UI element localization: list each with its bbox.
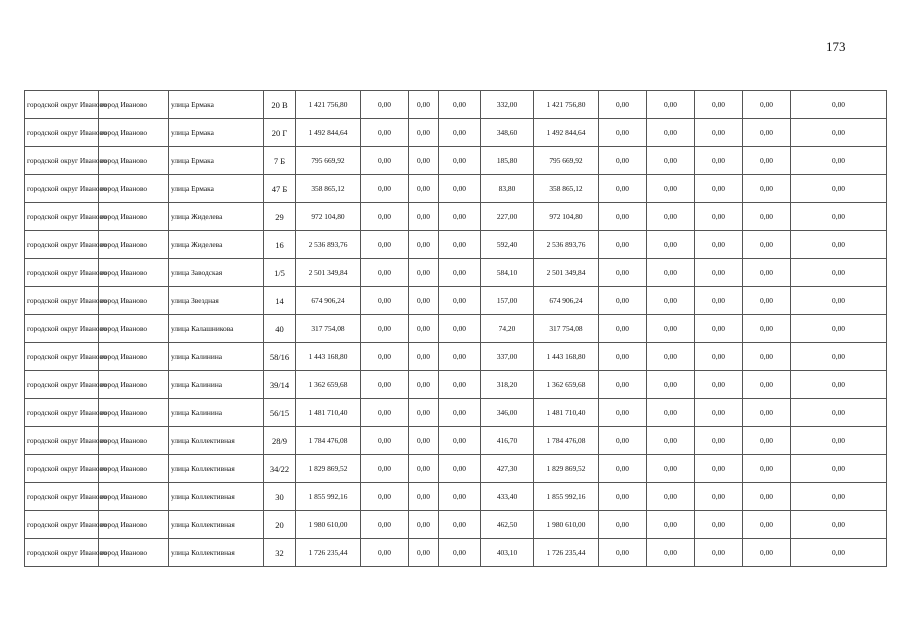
value-cell: 0,00 bbox=[791, 539, 887, 567]
table-row bbox=[25, 175, 887, 203]
area-cell: 462,50 bbox=[481, 511, 534, 539]
value-cell: 0,00 bbox=[743, 287, 791, 315]
table-row bbox=[25, 147, 887, 175]
total-cost-cell: 674 906,24 bbox=[296, 287, 361, 315]
house-number-cell: 1/5 bbox=[264, 259, 296, 287]
house-number-cell: 14 bbox=[264, 287, 296, 315]
area-cell: 584,10 bbox=[481, 259, 534, 287]
table-row bbox=[25, 343, 887, 371]
total-cost-cell: 358 865,12 bbox=[296, 175, 361, 203]
value-cell: 0,00 bbox=[695, 147, 743, 175]
settlement-cell: город Иваново bbox=[99, 91, 169, 119]
street-cell: улица Коллективная bbox=[169, 539, 264, 567]
area-cell: 416,70 bbox=[481, 427, 534, 455]
cost-cell: 795 669,92 bbox=[534, 147, 599, 175]
value-cell: 0,00 bbox=[409, 147, 439, 175]
value-cell: 0,00 bbox=[439, 175, 481, 203]
value-cell: 0,00 bbox=[743, 399, 791, 427]
value-cell: 0,00 bbox=[409, 91, 439, 119]
cost-cell: 1 421 756,80 bbox=[534, 91, 599, 119]
street-cell: улица Звездная bbox=[169, 287, 264, 315]
value-cell: 0,00 bbox=[439, 203, 481, 231]
house-number-cell: 16 bbox=[264, 231, 296, 259]
total-cost-cell: 2 501 349,84 bbox=[296, 259, 361, 287]
value-cell: 0,00 bbox=[409, 175, 439, 203]
value-cell: 0,00 bbox=[439, 259, 481, 287]
value-cell: 0,00 bbox=[439, 147, 481, 175]
area-cell: 433,40 bbox=[481, 483, 534, 511]
value-cell: 0,00 bbox=[791, 483, 887, 511]
value-cell: 0,00 bbox=[743, 91, 791, 119]
value-cell: 0,00 bbox=[791, 147, 887, 175]
municipality-cell: городской округ Иваново bbox=[25, 175, 99, 203]
table-row bbox=[25, 371, 887, 399]
value-cell: 0,00 bbox=[361, 427, 409, 455]
value-cell: 0,00 bbox=[743, 175, 791, 203]
value-cell: 0,00 bbox=[695, 483, 743, 511]
table-row bbox=[25, 259, 887, 287]
area-cell: 227,00 bbox=[481, 203, 534, 231]
settlement-cell: город Иваново bbox=[99, 539, 169, 567]
cost-cell: 2 536 893,76 bbox=[534, 231, 599, 259]
value-cell: 0,00 bbox=[361, 399, 409, 427]
value-cell: 0,00 bbox=[439, 511, 481, 539]
value-cell: 0,00 bbox=[647, 231, 695, 259]
value-cell: 0,00 bbox=[791, 455, 887, 483]
value-cell: 0,00 bbox=[791, 91, 887, 119]
value-cell: 0,00 bbox=[409, 343, 439, 371]
total-cost-cell: 1 492 844,64 bbox=[296, 119, 361, 147]
value-cell: 0,00 bbox=[599, 483, 647, 511]
area-cell: 332,00 bbox=[481, 91, 534, 119]
municipality-cell: городской округ Иваново bbox=[25, 427, 99, 455]
house-number-cell: 30 bbox=[264, 483, 296, 511]
value-cell: 0,00 bbox=[647, 427, 695, 455]
area-cell: 346,00 bbox=[481, 399, 534, 427]
value-cell: 0,00 bbox=[439, 315, 481, 343]
housing-register-table bbox=[24, 90, 887, 567]
settlement-cell: город Иваново bbox=[99, 175, 169, 203]
value-cell: 0,00 bbox=[695, 455, 743, 483]
table-row bbox=[25, 231, 887, 259]
municipality-cell: городской округ Иваново bbox=[25, 455, 99, 483]
settlement-cell: город Иваново bbox=[99, 147, 169, 175]
municipality-cell: городской округ Иваново bbox=[25, 511, 99, 539]
municipality-cell: городской округ Иваново bbox=[25, 315, 99, 343]
cost-cell: 972 104,80 bbox=[534, 203, 599, 231]
value-cell: 0,00 bbox=[361, 343, 409, 371]
total-cost-cell: 2 536 893,76 bbox=[296, 231, 361, 259]
settlement-cell: город Иваново bbox=[99, 315, 169, 343]
value-cell: 0,00 bbox=[439, 399, 481, 427]
table-row bbox=[25, 203, 887, 231]
value-cell: 0,00 bbox=[743, 315, 791, 343]
value-cell: 0,00 bbox=[695, 259, 743, 287]
cost-cell: 317 754,08 bbox=[534, 315, 599, 343]
total-cost-cell: 1 421 756,80 bbox=[296, 91, 361, 119]
street-cell: улица Жиделева bbox=[169, 231, 264, 259]
street-cell: улица Калинина bbox=[169, 371, 264, 399]
value-cell: 0,00 bbox=[695, 91, 743, 119]
value-cell: 0,00 bbox=[695, 427, 743, 455]
value-cell: 0,00 bbox=[599, 427, 647, 455]
settlement-cell: город Иваново bbox=[99, 203, 169, 231]
value-cell: 0,00 bbox=[647, 175, 695, 203]
value-cell: 0,00 bbox=[439, 483, 481, 511]
municipality-cell: городской округ Иваново bbox=[25, 203, 99, 231]
value-cell: 0,00 bbox=[743, 455, 791, 483]
house-number-cell: 20 bbox=[264, 511, 296, 539]
house-number-cell: 34/22 bbox=[264, 455, 296, 483]
value-cell: 0,00 bbox=[599, 91, 647, 119]
value-cell: 0,00 bbox=[743, 539, 791, 567]
value-cell: 0,00 bbox=[791, 259, 887, 287]
settlement-cell: город Иваново bbox=[99, 287, 169, 315]
value-cell: 0,00 bbox=[599, 203, 647, 231]
street-cell: улица Жиделева bbox=[169, 203, 264, 231]
value-cell: 0,00 bbox=[599, 287, 647, 315]
value-cell: 0,00 bbox=[791, 511, 887, 539]
value-cell: 0,00 bbox=[791, 343, 887, 371]
value-cell: 0,00 bbox=[647, 287, 695, 315]
house-number-cell: 20 В bbox=[264, 91, 296, 119]
value-cell: 0,00 bbox=[743, 343, 791, 371]
cost-cell: 1 829 869,52 bbox=[534, 455, 599, 483]
value-cell: 0,00 bbox=[791, 231, 887, 259]
cost-cell: 1 784 476,08 bbox=[534, 427, 599, 455]
cost-cell: 1 726 235,44 bbox=[534, 539, 599, 567]
value-cell: 0,00 bbox=[791, 399, 887, 427]
value-cell: 0,00 bbox=[791, 119, 887, 147]
value-cell: 0,00 bbox=[409, 483, 439, 511]
settlement-cell: город Иваново bbox=[99, 259, 169, 287]
value-cell: 0,00 bbox=[791, 371, 887, 399]
total-cost-cell: 1 481 710,40 bbox=[296, 399, 361, 427]
area-cell: 403,10 bbox=[481, 539, 534, 567]
total-cost-cell: 1 829 869,52 bbox=[296, 455, 361, 483]
house-number-cell: 32 bbox=[264, 539, 296, 567]
table-row bbox=[25, 455, 887, 483]
cost-cell: 1 481 710,40 bbox=[534, 399, 599, 427]
value-cell: 0,00 bbox=[647, 371, 695, 399]
value-cell: 0,00 bbox=[599, 399, 647, 427]
house-number-cell: 7 Б bbox=[264, 147, 296, 175]
street-cell: улица Калинина bbox=[169, 343, 264, 371]
value-cell: 0,00 bbox=[695, 119, 743, 147]
table-body bbox=[25, 91, 887, 567]
value-cell: 0,00 bbox=[599, 315, 647, 343]
total-cost-cell: 1 855 992,16 bbox=[296, 483, 361, 511]
value-cell: 0,00 bbox=[599, 119, 647, 147]
cost-cell: 1 443 168,80 bbox=[534, 343, 599, 371]
value-cell: 0,00 bbox=[695, 315, 743, 343]
value-cell: 0,00 bbox=[409, 203, 439, 231]
street-cell: улица Ермака bbox=[169, 91, 264, 119]
table-row bbox=[25, 399, 887, 427]
value-cell: 0,00 bbox=[791, 427, 887, 455]
settlement-cell: город Иваново bbox=[99, 231, 169, 259]
value-cell: 0,00 bbox=[361, 315, 409, 343]
total-cost-cell: 1 784 476,08 bbox=[296, 427, 361, 455]
street-cell: улица Ермака bbox=[169, 147, 264, 175]
value-cell: 0,00 bbox=[695, 175, 743, 203]
house-number-cell: 20 Г bbox=[264, 119, 296, 147]
value-cell: 0,00 bbox=[647, 203, 695, 231]
area-cell: 427,30 bbox=[481, 455, 534, 483]
area-cell: 83,80 bbox=[481, 175, 534, 203]
area-cell: 592,40 bbox=[481, 231, 534, 259]
value-cell: 0,00 bbox=[361, 539, 409, 567]
value-cell: 0,00 bbox=[791, 287, 887, 315]
value-cell: 0,00 bbox=[743, 119, 791, 147]
value-cell: 0,00 bbox=[361, 287, 409, 315]
value-cell: 0,00 bbox=[599, 511, 647, 539]
value-cell: 0,00 bbox=[647, 483, 695, 511]
total-cost-cell: 317 754,08 bbox=[296, 315, 361, 343]
value-cell: 0,00 bbox=[361, 119, 409, 147]
value-cell: 0,00 bbox=[361, 91, 409, 119]
value-cell: 0,00 bbox=[647, 315, 695, 343]
value-cell: 0,00 bbox=[599, 455, 647, 483]
value-cell: 0,00 bbox=[599, 343, 647, 371]
house-number-cell: 40 bbox=[264, 315, 296, 343]
value-cell: 0,00 bbox=[361, 175, 409, 203]
total-cost-cell: 1 443 168,80 bbox=[296, 343, 361, 371]
value-cell: 0,00 bbox=[439, 231, 481, 259]
value-cell: 0,00 bbox=[439, 427, 481, 455]
area-cell: 318,20 bbox=[481, 371, 534, 399]
value-cell: 0,00 bbox=[695, 287, 743, 315]
value-cell: 0,00 bbox=[409, 231, 439, 259]
street-cell: улица Коллективная bbox=[169, 483, 264, 511]
table-row bbox=[25, 539, 887, 567]
total-cost-cell: 972 104,80 bbox=[296, 203, 361, 231]
area-cell: 74,20 bbox=[481, 315, 534, 343]
table-row bbox=[25, 427, 887, 455]
table-row bbox=[25, 511, 887, 539]
street-cell: улица Калашникова bbox=[169, 315, 264, 343]
value-cell: 0,00 bbox=[361, 259, 409, 287]
settlement-cell: город Иваново bbox=[99, 399, 169, 427]
value-cell: 0,00 bbox=[439, 91, 481, 119]
total-cost-cell: 795 669,92 bbox=[296, 147, 361, 175]
value-cell: 0,00 bbox=[743, 483, 791, 511]
value-cell: 0,00 bbox=[409, 315, 439, 343]
value-cell: 0,00 bbox=[361, 511, 409, 539]
value-cell: 0,00 bbox=[695, 203, 743, 231]
cost-cell: 1 492 844,64 bbox=[534, 119, 599, 147]
municipality-cell: городской округ Иваново bbox=[25, 371, 99, 399]
house-number-cell: 29 bbox=[264, 203, 296, 231]
municipality-cell: городской округ Иваново bbox=[25, 399, 99, 427]
value-cell: 0,00 bbox=[439, 287, 481, 315]
settlement-cell: город Иваново bbox=[99, 371, 169, 399]
street-cell: улица Коллективная bbox=[169, 511, 264, 539]
value-cell: 0,00 bbox=[743, 231, 791, 259]
settlement-cell: город Иваново bbox=[99, 119, 169, 147]
settlement-cell: город Иваново bbox=[99, 427, 169, 455]
settlement-cell: город Иваново bbox=[99, 483, 169, 511]
value-cell: 0,00 bbox=[599, 371, 647, 399]
value-cell: 0,00 bbox=[695, 343, 743, 371]
street-cell: улица Ермака bbox=[169, 119, 264, 147]
value-cell: 0,00 bbox=[439, 371, 481, 399]
value-cell: 0,00 bbox=[599, 175, 647, 203]
value-cell: 0,00 bbox=[647, 539, 695, 567]
value-cell: 0,00 bbox=[647, 399, 695, 427]
total-cost-cell: 1 362 659,68 bbox=[296, 371, 361, 399]
value-cell: 0,00 bbox=[647, 343, 695, 371]
value-cell: 0,00 bbox=[361, 203, 409, 231]
house-number-cell: 28/9 bbox=[264, 427, 296, 455]
value-cell: 0,00 bbox=[647, 259, 695, 287]
area-cell: 185,80 bbox=[481, 147, 534, 175]
value-cell: 0,00 bbox=[409, 371, 439, 399]
value-cell: 0,00 bbox=[647, 511, 695, 539]
value-cell: 0,00 bbox=[361, 455, 409, 483]
table-row bbox=[25, 91, 887, 119]
value-cell: 0,00 bbox=[599, 147, 647, 175]
municipality-cell: городской округ Иваново bbox=[25, 231, 99, 259]
cost-cell: 2 501 349,84 bbox=[534, 259, 599, 287]
area-cell: 157,00 bbox=[481, 287, 534, 315]
value-cell: 0,00 bbox=[409, 511, 439, 539]
house-number-cell: 56/15 bbox=[264, 399, 296, 427]
value-cell: 0,00 bbox=[695, 539, 743, 567]
municipality-cell: городской округ Иваново bbox=[25, 119, 99, 147]
value-cell: 0,00 bbox=[695, 231, 743, 259]
value-cell: 0,00 bbox=[599, 231, 647, 259]
table-row bbox=[25, 287, 887, 315]
municipality-cell: городской округ Иваново bbox=[25, 539, 99, 567]
value-cell: 0,00 bbox=[599, 539, 647, 567]
value-cell: 0,00 bbox=[743, 147, 791, 175]
value-cell: 0,00 bbox=[409, 259, 439, 287]
value-cell: 0,00 bbox=[743, 427, 791, 455]
street-cell: улица Коллективная bbox=[169, 455, 264, 483]
value-cell: 0,00 bbox=[409, 539, 439, 567]
table-row bbox=[25, 315, 887, 343]
value-cell: 0,00 bbox=[695, 399, 743, 427]
value-cell: 0,00 bbox=[695, 371, 743, 399]
cost-cell: 358 865,12 bbox=[534, 175, 599, 203]
table-row bbox=[25, 119, 887, 147]
value-cell: 0,00 bbox=[409, 287, 439, 315]
street-cell: улица Коллективная bbox=[169, 427, 264, 455]
value-cell: 0,00 bbox=[791, 203, 887, 231]
value-cell: 0,00 bbox=[361, 147, 409, 175]
page-number: 173 bbox=[826, 39, 846, 54]
cost-cell: 674 906,24 bbox=[534, 287, 599, 315]
value-cell: 0,00 bbox=[647, 91, 695, 119]
municipality-cell: городской округ Иваново bbox=[25, 287, 99, 315]
value-cell: 0,00 bbox=[743, 203, 791, 231]
value-cell: 0,00 bbox=[409, 455, 439, 483]
value-cell: 0,00 bbox=[647, 455, 695, 483]
value-cell: 0,00 bbox=[743, 511, 791, 539]
street-cell: улица Ермака bbox=[169, 175, 264, 203]
value-cell: 0,00 bbox=[743, 259, 791, 287]
total-cost-cell: 1 726 235,44 bbox=[296, 539, 361, 567]
settlement-cell: город Иваново bbox=[99, 511, 169, 539]
value-cell: 0,00 bbox=[361, 483, 409, 511]
municipality-cell: городской округ Иваново bbox=[25, 147, 99, 175]
value-cell: 0,00 bbox=[409, 399, 439, 427]
total-cost-cell: 1 980 610,00 bbox=[296, 511, 361, 539]
area-cell: 337,00 bbox=[481, 343, 534, 371]
value-cell: 0,00 bbox=[791, 175, 887, 203]
house-number-cell: 58/16 bbox=[264, 343, 296, 371]
municipality-cell: городской округ Иваново bbox=[25, 483, 99, 511]
settlement-cell: город Иваново bbox=[99, 343, 169, 371]
municipality-cell: городской округ Иваново bbox=[25, 91, 99, 119]
value-cell: 0,00 bbox=[439, 119, 481, 147]
value-cell: 0,00 bbox=[439, 455, 481, 483]
cost-cell: 1 362 659,68 bbox=[534, 371, 599, 399]
value-cell: 0,00 bbox=[791, 315, 887, 343]
house-number-cell: 47 Б bbox=[264, 175, 296, 203]
value-cell: 0,00 bbox=[647, 147, 695, 175]
value-cell: 0,00 bbox=[409, 119, 439, 147]
value-cell: 0,00 bbox=[743, 371, 791, 399]
area-cell: 348,60 bbox=[481, 119, 534, 147]
cost-cell: 1 855 992,16 bbox=[534, 483, 599, 511]
value-cell: 0,00 bbox=[361, 231, 409, 259]
value-cell: 0,00 bbox=[361, 371, 409, 399]
value-cell: 0,00 bbox=[599, 259, 647, 287]
value-cell: 0,00 bbox=[409, 427, 439, 455]
street-cell: улица Калинина bbox=[169, 399, 264, 427]
value-cell: 0,00 bbox=[439, 343, 481, 371]
table-row bbox=[25, 483, 887, 511]
municipality-cell: городской округ Иваново bbox=[25, 259, 99, 287]
settlement-cell: город Иваново bbox=[99, 455, 169, 483]
house-number-cell: 39/14 bbox=[264, 371, 296, 399]
value-cell: 0,00 bbox=[695, 511, 743, 539]
street-cell: улица Заводская bbox=[169, 259, 264, 287]
value-cell: 0,00 bbox=[439, 539, 481, 567]
cost-cell: 1 980 610,00 bbox=[534, 511, 599, 539]
value-cell: 0,00 bbox=[647, 119, 695, 147]
municipality-cell: городской округ Иваново bbox=[25, 343, 99, 371]
